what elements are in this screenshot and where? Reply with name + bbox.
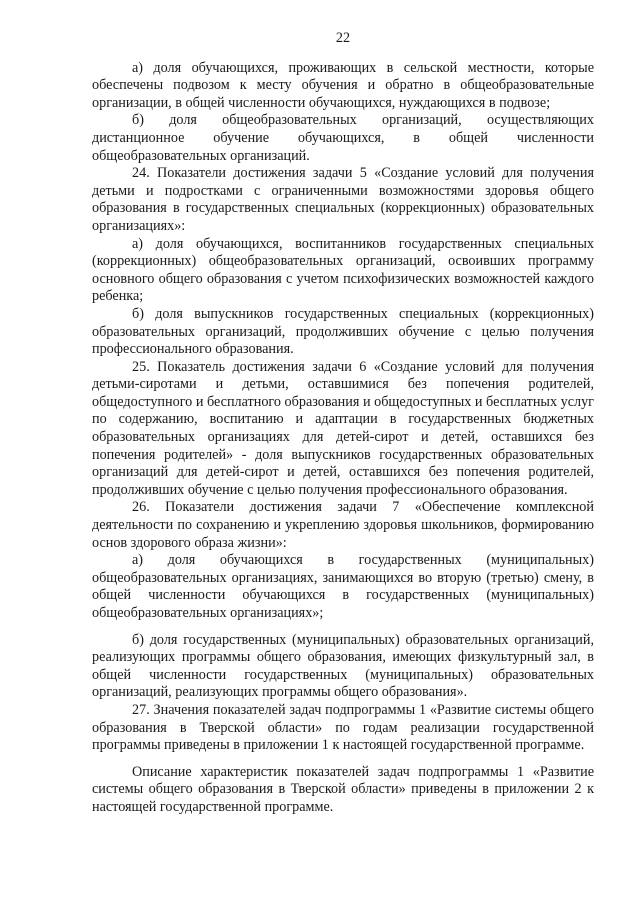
paragraph-a-rural-transport: а) доля обучающихся, проживающих в сельской местности, которые обеспечены подвозом к месту обучения и обратно в общеобразовательные организации, в общей численности обучающихся, нуждающихся в подвозе; [92,59,594,111]
paragraph-b-sports-hall: б) доля государственных (муниципальных) образовательных организаций, реализующих программы общего образования, имеющих физкультурный зал, в общей численности государственных (муниципальных) образовательных организаций, реализующих программы общего образования». [92,631,594,701]
paragraph-b-special-graduates: б) доля выпускников государственных специальных (коррекционных) образовательных организаций, продолживших обучение с целью получения профессионального образования. [92,305,594,358]
page-number: 22 [335,30,351,46]
paragraph-a-second-shift: а) доля обучающихся в государственных (муниципальных) общеобразовательных организациях, занимающихся во вторую (третью) смену, в общей численности обучающихся в государственных (муниципальных) общеобразовательных организациях»; [92,552,594,621]
paragraph-26-task-7: 26. Показатели достижения задачи 7 «Обеспечение комплексной деятельности по сохранению и укреплению здоровья школьников, формированию основ здорового образа жизни»: [92,499,594,551]
paragraph-indicator-description: Описание характеристик показателей задач подпрограммы 1 «Развитие системы общего образования в Тверской области» приведены в приложении 2 к настоящей государственной программе. [92,763,594,815]
paragraph-27-indicator-values: 27. Значения показателей задач подпрограммы 1 «Развитие системы общего образования в Тверской области» по годам реализации государственной программы приведены в приложении 1 к настоящей государственной программе. [92,701,594,754]
paragraph-24-task-5: 24. Показатели достижения задачи 5 «Создание условий для получения детьми и подростками с ограниченными возможностями здоровья общего образования в государственных специальных (коррекционных) образовательных организациях»: [92,165,594,234]
paragraph-a-special-education: а) доля обучающихся, воспитанников государственных специальных (коррекционных) общеобразовательных организаций, освоивших программу основного общего образования с учетом психофизических возможностей каждого ребенка; [92,235,594,305]
paragraph-b-distance-learning: б) доля общеобразовательных организаций, осуществляющих дистанционное обучение обучающихся, в общей численности общеобразовательных организаций. [92,112,594,164]
paragraph-25-task-6: 25. Показатель достижения задачи 6 «Создание условий для получения детьми-сиротами и детьми, оставшимися без попечения родителей, общедоступного и бесплатного образования и общедоступных и бесплатных услуг по содержанию, воспитанию и адаптации в государственных бюджетных образовательных организациях для детей-сирот и детей, оставшихся без попечения родителей» - доля выпускников государственных образовательных организаций для детей-сирот и детей, оставшихся без попечения родителей, продолживших обучение с целью получения профессионального образования. [92,358,594,498]
